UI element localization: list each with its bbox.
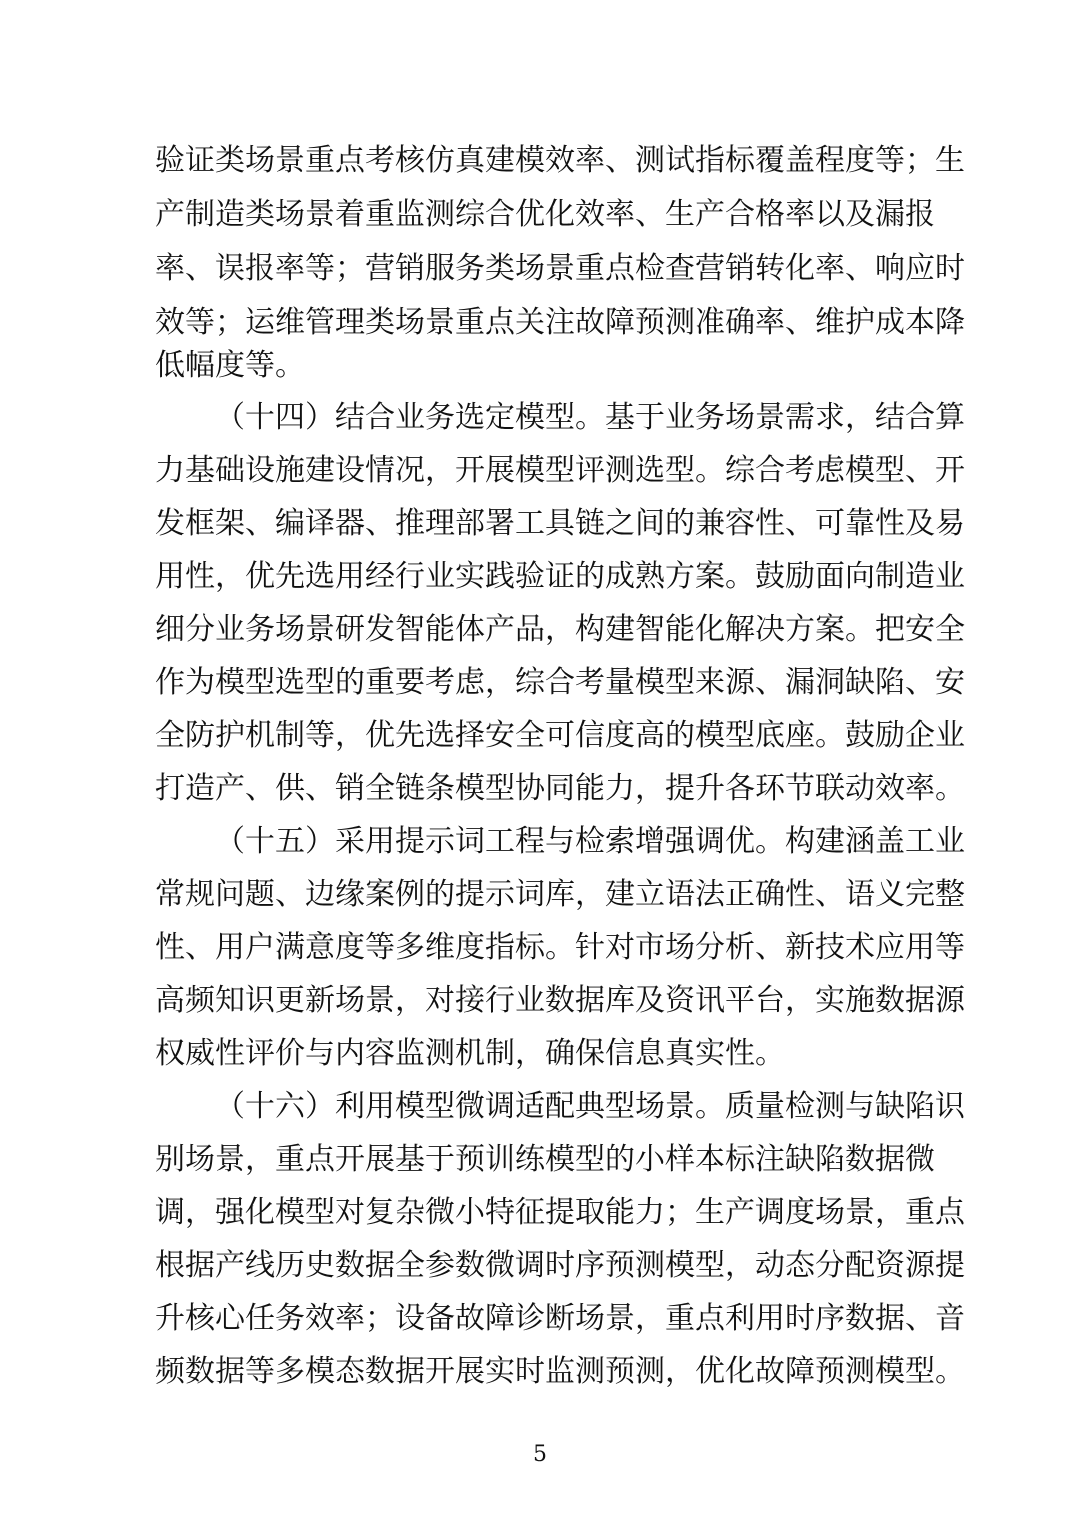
text-line: 常规问题、边缘案例的提示词库，建立语法正确性、语义完整 — [155, 877, 965, 912]
text-line: 用性，优先选用经行业实践验证的成熟方案。鼓励面向制造业 — [155, 559, 965, 594]
text-line: 升核心任务效率；设备故障诊断场景，重点利用时序数据、音 — [155, 1301, 965, 1336]
text-line: 细分业务场景研发智能体产品，构建智能化解决方案。把安全 — [155, 612, 965, 647]
text-line: 别场景，重点开展基于预训练模型的小样本标注缺陷数据微 — [155, 1142, 935, 1177]
text-line: 产制造类场景着重监测综合优化效率、生产合格率以及漏报 — [155, 197, 935, 232]
text-line: 作为模型选型的重要考虑，综合考量模型来源、漏洞缺陷、安 — [155, 665, 965, 700]
text-line: 调，强化模型对复杂微小特征提取能力；生产调度场景，重点 — [155, 1195, 965, 1230]
text-line: 根据产线历史数据全参数微调时序预测模型，动态分配资源提 — [155, 1248, 965, 1283]
text-line: 频数据等多模态数据开展实时监测预测，优化故障预测模型。 — [155, 1354, 965, 1389]
text-line: 发框架、编译器、推理部署工具链之间的兼容性、可靠性及易 — [155, 506, 965, 541]
text-line: 打造产、供、销全链条模型协同能力，提升各环节联动效率。 — [155, 771, 965, 806]
text-line: 验证类场景重点考核仿真建模效率、测试指标覆盖程度等；生 — [155, 143, 965, 178]
text-line: 全防护机制等，优先选择安全可信度高的模型底座。鼓励企业 — [155, 718, 965, 753]
text-line: 力基础设施建设情况，开展模型评测选型。综合考虑模型、开 — [155, 453, 965, 488]
section-heading-line: （十六）利用模型微调适配典型场景。质量检测与缺陷识 — [215, 1089, 965, 1124]
section-heading-line: （十五）采用提示词工程与检索增强调优。构建涵盖工业 — [215, 824, 965, 859]
text-line: 高频知识更新场景，对接行业数据库及资讯平台，实施数据源 — [155, 983, 965, 1018]
section-heading-line: （十四）结合业务选定模型。基于业务场景需求，结合算 — [215, 400, 965, 435]
text-line: 率、误报率等；营销服务类场景重点检查营销转化率、响应时 — [155, 251, 965, 286]
text-line: 权威性评价与内容监测机制，确保信息真实性。 — [155, 1036, 785, 1071]
text-line: 低幅度等。 — [155, 348, 305, 383]
page-number: 5 — [533, 1442, 547, 1467]
text-line: 性、用户满意度等多维度指标。针对市场分析、新技术应用等 — [155, 930, 965, 965]
text-line: 效等；运维管理类场景重点关注故障预测准确率、维护成本降 — [155, 305, 965, 340]
